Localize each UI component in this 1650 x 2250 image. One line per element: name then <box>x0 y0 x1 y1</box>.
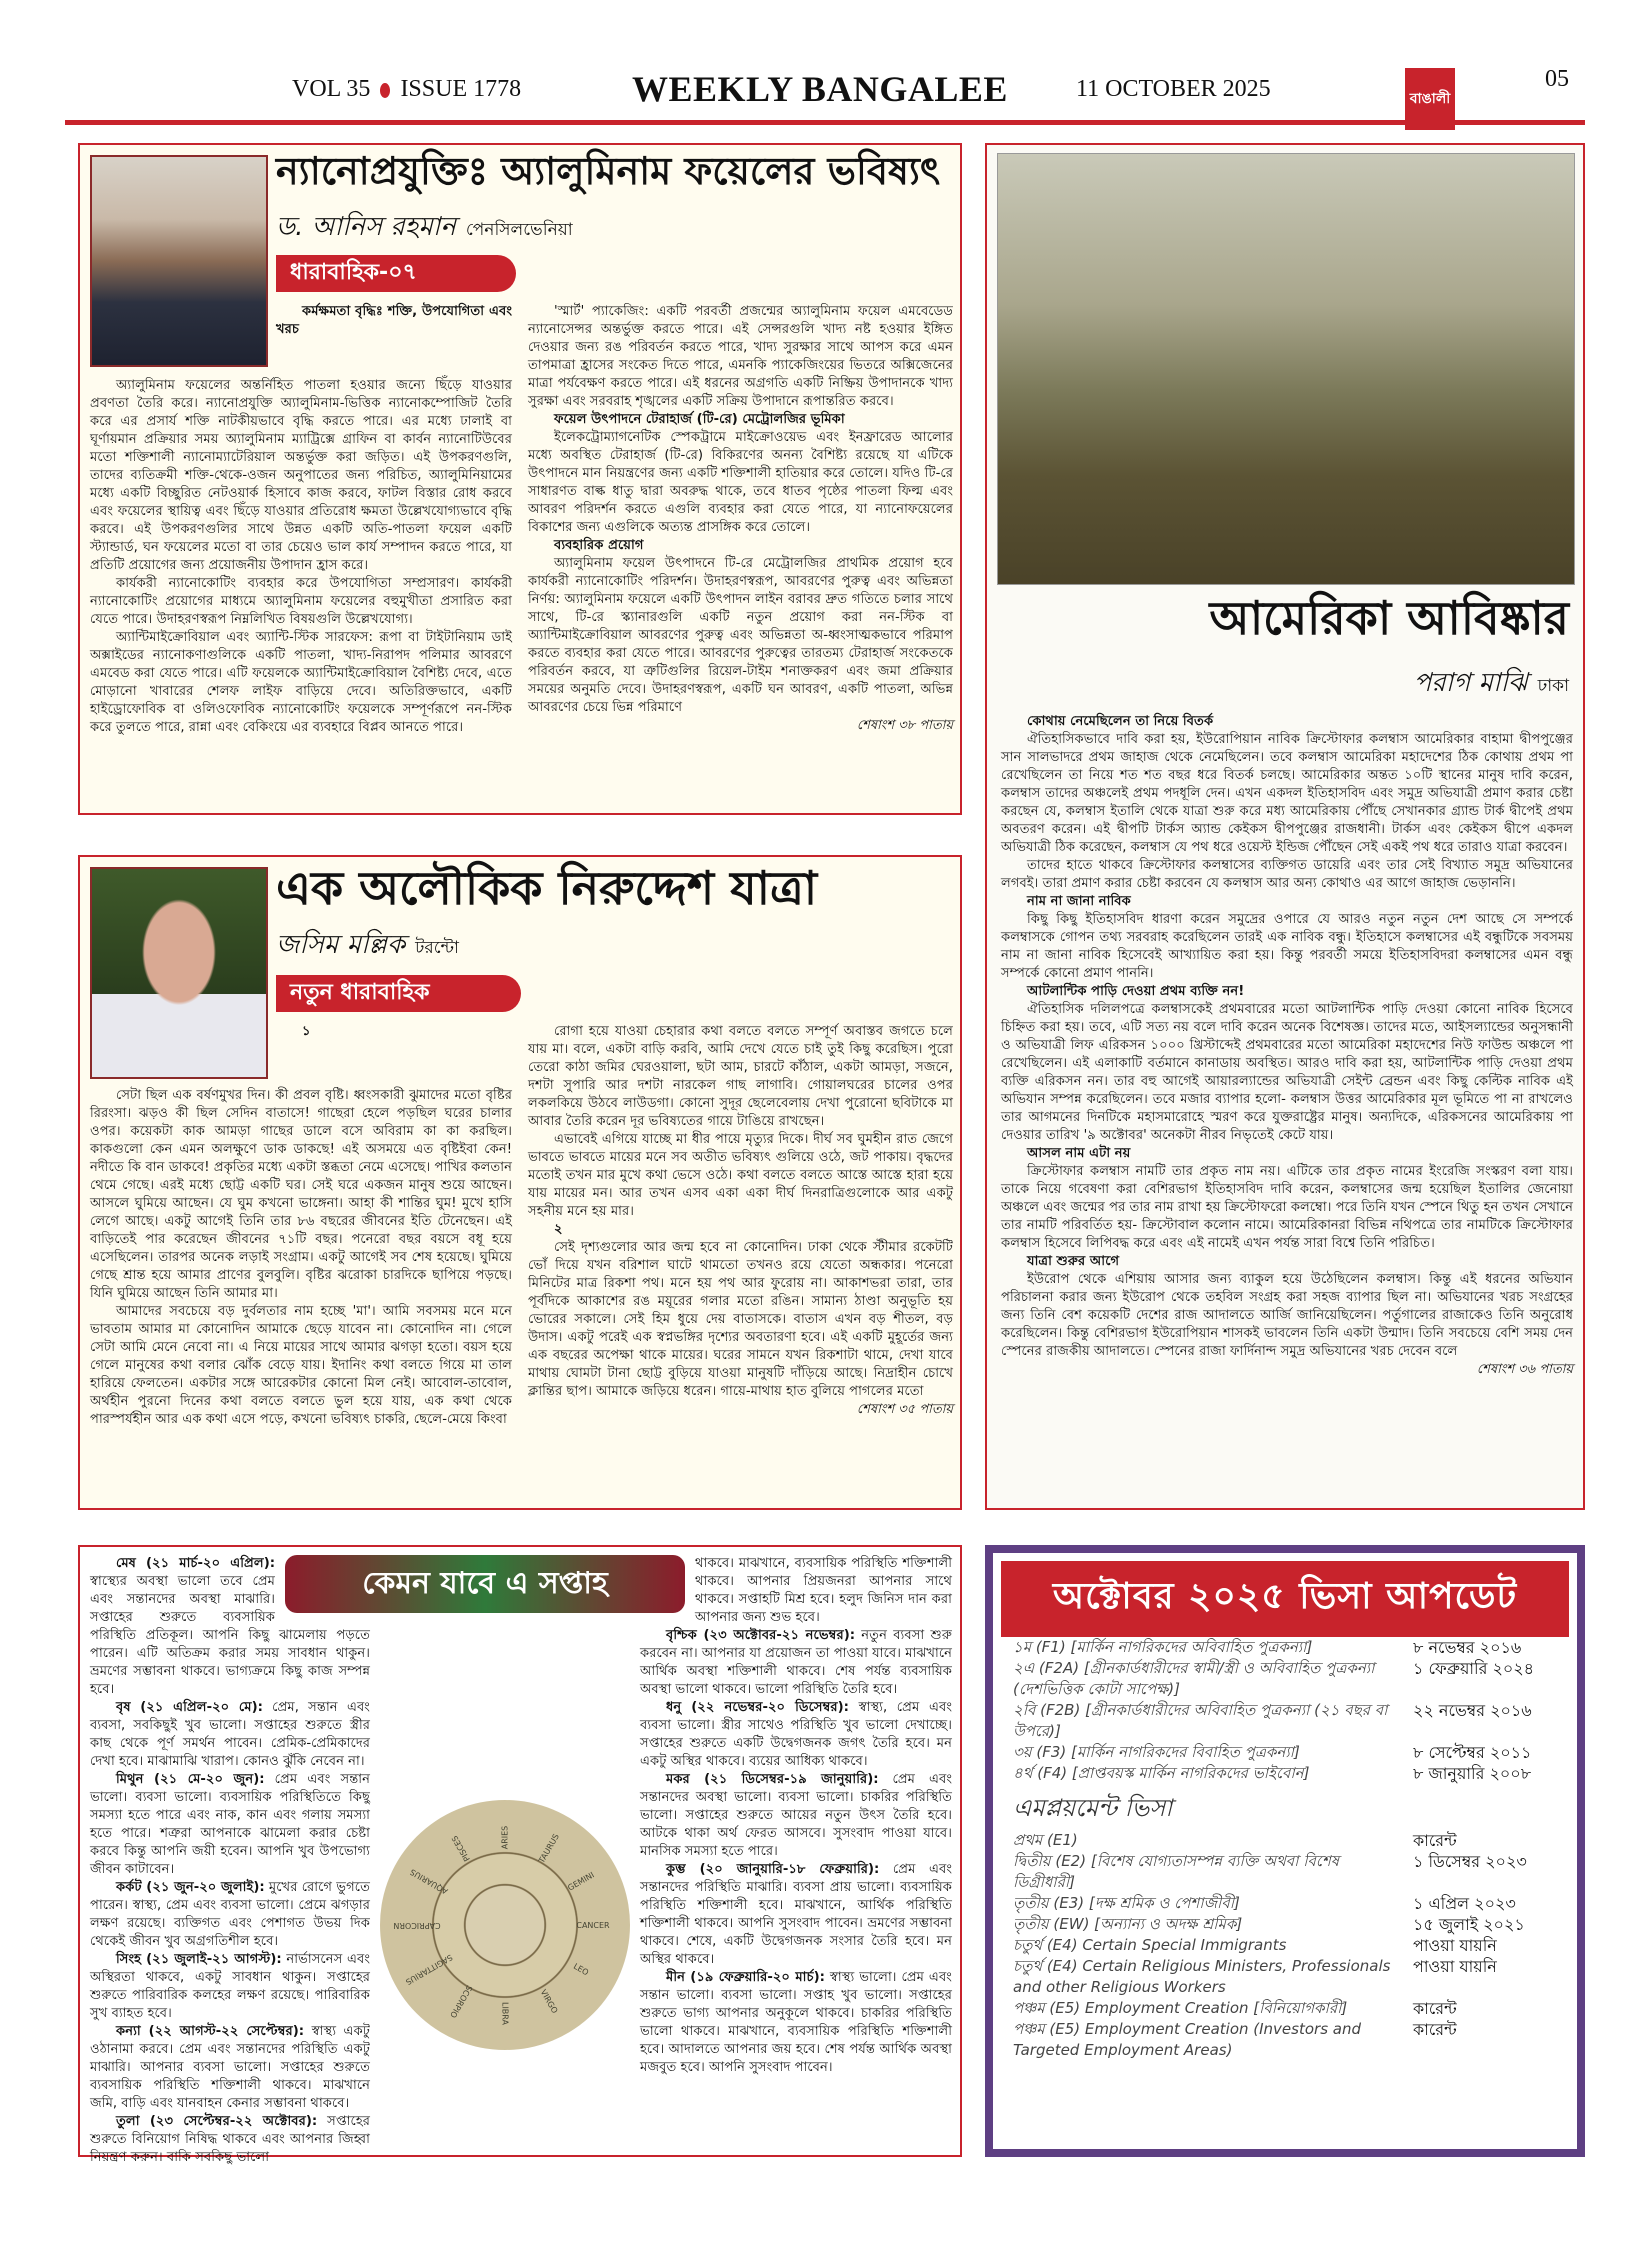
article-title: আমেরিকা আবিষ্কার <box>1209 591 1569 645</box>
visa-row <box>1001 1763 1569 1784</box>
article-paragraph: কিছু কিছু ইতিহাসবিদ ধারণা করেন সমুদ্রের ওপারে যে আরও নতুন নতুন দেশ আছে সে সম্পর্কে কলম্বাসকে গোপন তথ্য সরবরাহ করেছিলেন তারই এক নাবিক বন্ধু। ইতিহাসে কলম্বাসের এই বন্ধুটিকে সবসময় নাম না জানা নাবিক হিসেবেই আখ্যায়িত করা হয়। কিন্তু পরবর্তী সময়ে ইতিহাসবিদরা কলম্বাসের এমন বন্ধু সম্পর্কে কোনো প্রমাণ পাননি। <box>1001 912 1573 981</box>
zodiac-sign: কুম্ভ (২০ জানুয়ারি-১৮ ফেব্রুয়ারি): <box>666 1862 880 1877</box>
horoscope-column-left <box>90 1555 370 2165</box>
horoscope-entry <box>90 2113 370 2167</box>
article-subheading: ব্যবহারিক প্রয়োগ <box>554 538 644 553</box>
zodiac-label: ARIES <box>500 1825 510 1849</box>
author-photo <box>90 867 268 1079</box>
article-column <box>528 1023 953 1502</box>
visa-date: কারেন্ট <box>1413 1831 1457 1850</box>
zodiac-label: VIRGO <box>538 1987 560 2015</box>
article-column <box>90 377 512 807</box>
visa-date: ১৫ জুলাই ২০২১ <box>1413 1915 1525 1934</box>
zodiac-label: AQUARIUS <box>408 1866 450 1896</box>
horoscope-text: সপ্তাহের শুরুতে বিনিয়োগ নিষিদ্ধ থাকবে এবং আপনার জিহ্বা নিয়ন্ত্রণ করুন। বাকি সবকিছু ভালো <box>90 2114 370 2165</box>
visa-category: চতুর্থ (E4) Certain Religious Ministers, Professionals and other Religious Workers <box>1013 1957 1391 1996</box>
zodiac-label: GEMINI <box>566 1869 596 1893</box>
visa-category: প্রথম (E1) <box>1013 1831 1078 1849</box>
zodiac-sign: বৃশ্চিক (২৩ অক্টোবর-২১ নভেম্বর): <box>666 1628 856 1643</box>
page-number: 05 <box>1545 66 1569 92</box>
visa-update-box <box>985 1545 1585 2157</box>
zodiac-label: CANCER <box>576 1920 610 1930</box>
horoscope-text: প্রেম, সন্তান এবং ব্যবসা, সবকিছুই খুব ভালো। সপ্তাহের শুরুতে স্ত্রীর কাছ থেকে পূর্ণ সমর্থন পাবেন। প্রেমিক-প্রেমিকাদের দেখা হবে। মাঝামাঝি খারাপ। কোনও ঝুঁকি নেবেন না। <box>90 1700 370 1769</box>
zodiac-sign: বৃষ (২১ এপ্রিল-২০ মে): <box>116 1700 263 1715</box>
visa-date: ২২ নভেম্বর ২০১৬ <box>1413 1701 1532 1720</box>
volume-issue <box>292 76 521 103</box>
horoscope-entry <box>640 1771 952 1861</box>
article-paragraph: সেই দৃশ্যগুলোর আর জন্ম হবে না কোনোদিন। ঢাকা থেকে স্টীমার রকেটটি ভোঁ দিয়ে যখন বরিশাল ঘাটে থামতো তখনও রয়ে যেতো অন্ধকার। পনেরো মিনিটের মাত্র রিকশা পথ। মনে হয় পথ আর ফুরোয় না। আকাশভরা তারা, তার পূর্বদিকে আকাশের রঙ ময়ূরের গলার মতো রঙিন। সামান্য ঠাণ্ডা অনুভূতি হয় ভোরের সকালে। সেই হিম ধুয়ে দেয় বাতাসকে। বাতাস এখন বড় শীতল, বড় উদাস। একটু পরেই এক স্বপ্নভঙ্গির দৃশ্যের অবতারণা হবে। এই একটি মুহূর্তের জন্য এক বছরের অপেক্ষা থাকে মায়ের। ঘরের সামনে যখন রিকশাটা থামে, দেখা যাবে মাথায় ঘোমটা টানা ছোট্ট বুড়িয়ে যাওয়া মানুষটি দাঁড়িয়ে আছে। নিদ্রাহীন চোখে ক্লান্তির ছাপ। আমাকে জড়িয়ে ধরেন। গায়ে-মাথায় হাত বুলিয়ে পাগলের মতো <box>528 1240 953 1399</box>
article-paragraph: ক্রিস্টোফার কলম্বাস নামটি তার প্রকৃত নাম নয়। এটিকে তার প্রকৃত নামের ইংরেজি সংস্করণ বলা যায়। তাকে নিয়ে গবেষণা করা বেশিরভাগ ইতিহাসবিদ দাবি করেন, কলম্বাসের জন্ম হয়েছিল ইতালির জেনোয়া অঞ্চলে এবং জন্মের পর তার নাম রাখা হয় ক্রিস্টোফরো কলম্বো। পরে তিনি যখন স্পেনে থিতু হন তখন সেখানে তার নামটি পরিবর্তিত হয়- ক্রিস্টোবাল কলোন নামে। আমেরিকানরা বিভিন্ন নথিপত্রে তার নামটিকে ক্রিস্টোফার কলম্বাস হিসেবে লিপিবদ্ধ করে এবং এই নামেই এখন পর্যন্ত সারা বিশ্বে তিনি পরিচিত। <box>1001 1164 1573 1251</box>
article-nanotech <box>78 143 962 815</box>
visa-date: ৮ নভেম্বর ২০১৬ <box>1413 1638 1522 1657</box>
article-subheading: নাম না জানা নাবিক <box>1027 894 1131 909</box>
continued-note: শেষাংশ ৩৫ পাতায় <box>856 1402 953 1417</box>
horoscope-text: স্বাস্থ্য, প্রেম এবং ব্যবসা ভালো। স্ত্রীর সাথেও পরিস্থিতি খুব ভালো দেখাচ্ছে। সপ্তাহের শুরুতে একটি উদ্বেগজনক জগৎ তৈরি হবে। মন একটু অস্থির থাকবে। ব্যয়ের আধিক্য থাকবে। <box>640 1700 952 1769</box>
visa-title: অক্টোবর ২০২৫ ভিসা আপডেট <box>1001 1561 1569 1637</box>
horoscope-text: প্রেম এবং সন্তান ভালো। ব্যবসা ভালো। ব্যবসায়িক পরিস্থিতিতে কিছু সমস্যা হতে পারে এবং নাক, কান এবং গলায় সমস্যা হতে পারে। শত্রুরা আপনাকে ঝামেলা করার চেষ্টা করবে কিন্তু আপনি জয়ী হবেন। আপনি খুব উপভোগ্য জীবন কাটাবেন। <box>90 1772 370 1877</box>
visa-row <box>1001 1935 1569 1956</box>
article-paragraph: ইলেকট্রোম্যাগনেটিক স্পেকট্রামে মাইক্রোওয়েভ এবং ইনফ্রারেড আলোর মধ্যে অবস্থিত টেরাহার্জ (টি-রে) বিকিরণের অনন্য বৈশিষ্ট্য রয়েছে যা এটিকে উৎপাদনে মান নিয়ন্ত্রণের জন্য একটি শক্তিশালী হাতিয়ার করে তোলে। যদিও টি-রে সাধারণত বাল্ক ধাতু দ্বারা অবরুদ্ধ থাকে, তবে ধাতব পৃষ্ঠের পাতলা ফিল্ম এবং আবরণ পরিদর্শন করতে এগুলি ব্যবহার করা যেতে পারে, যা ন্যানোফয়েলের বিকাশের জন্য এগুলিকে অত্যন্ত প্রাসঙ্গিক করে তোলে। <box>528 430 953 535</box>
visa-row <box>1001 1658 1569 1700</box>
visa-category: ৩য় (F3) [মার্কিন নাগরিকদের বিবাহিত পুত্রকন্যা] <box>1013 1743 1300 1761</box>
horoscope-title: কেমন যাবে এ সপ্তাহ <box>285 1555 685 1613</box>
visa-category: ২বি (F2B) [গ্রীনকার্ডধারীদের অবিবাহিত পুত্রকন্যা (২১ বছর বা উপরে)] <box>1013 1701 1388 1740</box>
series-tag: নতুন ধারাবাহিক <box>276 975 521 1012</box>
issue: ISSUE 1778 <box>400 76 522 102</box>
article-paragraph: এভাবেই এগিয়ে যাচ্ছে মা ধীর পায়ে মৃত্যুর দিকে। দীর্ঘ সব ঘুমহীন রাত জেগে ভাবতে ভাবতে মায়ের মনে সব অতীত ভবিষ্যৎ গুলিয়ে ওঠে, জট পাকায়। বৃদ্ধদের মতোই তখন মার মুখে কথা ভেসে ওঠে। কথা বলতে বলতে আস্তে আস্তে হারা হয়ে যায় মায়ের মন। আর তখন এসব একা একা দীর্ঘ দিনরাত্রিগুলোকে আর একটু সহনীয় মনে হয় মার। <box>528 1132 953 1219</box>
zodiac-sign: ধনু (২২ নভেম্বর-২০ ডিসেম্বর): <box>666 1700 849 1715</box>
visa-category: ১ম (F1) [মার্কিন নাগরিকদের অবিবাহিত পুত্রকন্যা] <box>1013 1638 1313 1656</box>
article-subheading: আসল নাম এটা নয় <box>1027 1146 1131 1161</box>
horoscope-text: প্রেম এবং সন্তানদের অবস্থা ভালো। ব্যবসা ভালো। চাকরির পরিস্থিতি ভালো। সপ্তাহের শুরুতে আয়ের নতুন উৎস তৈরি হবে। আটকে থাকা অর্থ ফেরত আসবে। সুসংবাদ পাওয়া যাবে। মানসিক সমস্যা হতে পারে। <box>640 1772 952 1859</box>
visa-row <box>1001 1851 1569 1893</box>
horoscope-text: স্বাস্থ্য একটু ওঠানামা করবে। প্রেম এবং সন্তানদের পরিস্থিতি একটু মাঝারি। আপনার ব্যবসা ভালো। সপ্তাহের শুরুতে ব্যবসায়িক পরিস্থিতি শক্তিশালী থাকবে। মাঝখানে জমি, বাড়ি এবং যানবাহন কেনার সম্ভাবনা থাকবে। <box>90 2024 370 2111</box>
visa-category: তৃতীয় (E3) [দক্ষ শ্রমিক ও পেশাজীবী] <box>1013 1894 1240 1912</box>
article-column <box>528 303 953 807</box>
author-location: পেনসিলভেনিয়া <box>465 220 573 240</box>
visa-date: পাওয়া যায়নি <box>1413 1957 1497 1976</box>
bullet-dot-icon <box>380 83 390 98</box>
article-america <box>985 143 1585 1510</box>
visa-row <box>1001 1700 1569 1742</box>
zodiac-label: CAPRICORN <box>393 1920 441 1930</box>
horoscope-entry <box>640 1969 952 2077</box>
visa-row <box>1001 1830 1569 1851</box>
horoscope-entry <box>90 1879 370 1951</box>
visa-category: ৪র্থ (F4) [প্রাপ্তবয়স্ক মার্কিন নাগরিকদের ভাইবোন] <box>1013 1764 1310 1782</box>
visa-category: পঞ্চম (E5) Employment Creation [বিনিয়োগকারী] <box>1013 1999 1348 2017</box>
horoscope-text: স্বাস্থ্য ভালো। প্রেম এবং সন্তান ভালো। ব্যবসা ভালো। সপ্তাহ খুব ভালো। সপ্তাহের শুরুতে ভাগ্য আপনার অনুকূলে থাকবে। চাকরির পরিস্থিতি ভালো থাকবে। মাঝখানে, ব্যবসায়িক পরিস্থিতি শক্তিশালী হবে। আদালতে আপনার জয় হবে। শেষ পর্যন্ত আর্থিক অবস্থা মজবুত হবে। আপনি সুসংবাদ পাবেন। <box>640 1970 952 2075</box>
article-subheading: ১ <box>302 1024 311 1039</box>
zodiac-sign: মিথুন (২১ মে-২০ জুন): <box>116 1772 265 1787</box>
article-paragraph: সেটা ছিল এক বর্ষণমুখর দিন। কী প্রবল বৃষ্টি। ধ্বংসকারী ঝুমাদের মতো বৃষ্টির রিরংসা। ঝড়ও কী ছিল সেদিন বাতাসে! গাছেরা হেলে পড়ছিল ঘরের চালার ওপর। কয়েকটা কাক আমড়া গাছের ডালে বসে অবিরাম কা কা করছিল। কাকগুলো কেন এমন অলক্ষুণে ডাক ডাকছে! এই অসময়ে এত বৃষ্টিইবা কেন! নদীতে কি বান ডাকবে! প্রকৃতির মধ্যে একটা স্তব্ধতা নেমে এসেছে। পাখির কলতান থেমে গেছে। এরই মধ্যে ছোট্ট একটি ঘর। সেই ঘরে একজন মানুষ শুয়ে আছেন। আসলে ঘুমিয়ে আছেন। যে ঘুম কখনো ভাঙ্গেনা। আহা কী শান্তির ঘুম! মুখে হাসি লেগে আছে। একটু আগেই তিনি তার ৮৬ বছরের জীবনের ইতি টেনেছেন। এই বাড়িতেই পার করেছেন জীবনের ৭১টি বছর। পনেরো বছর বয়সে বধূ হয়ে এসেছিলেন। তারপর অনেক লড়াই সংগ্রাম। একটু আগেই সব শেষ হয়েছে। ঘুমিয়ে গেছে শ্রান্ত হয়ে আমার প্রাণের বুলবুলি। বৃষ্টির ঝরোকা চারদিকে ছাপিয়ে পড়ছে। যিনি ঘুমিয়ে আছেন তিনি আমার মা। <box>90 1088 512 1301</box>
horoscope-text: মুখের রোগে ভুগতে পারেন। স্বাস্থ্য, প্রেম এবং ব্যবসা ভালো। প্রেমে ঝগড়ার লক্ষণ রয়েছে। ব্যক্তিগত এবং পেশাগত উভয় দিক থেকেই জীবন খুব অগ্রগতিশীল হবে। <box>90 1880 370 1949</box>
zodiac-label: PISCES <box>450 1834 472 1864</box>
visa-category: দ্বিতীয় (E2) [বিশেষ যোগ্যতাসম্পন্ন ব্যক্তি অথবা বিশেষ ডিগ্রীধারী] <box>1013 1852 1340 1891</box>
continued-note: শেষাংশ ৩৬ পাতায় <box>1476 1362 1573 1377</box>
volume: VOL 35 <box>292 76 371 102</box>
article-paragraph: 'স্মার্ট' প্যাকেজিং: একটি পরবর্তী প্রজন্মের অ্যালুমিনাম ফয়েল এমবেডেড ন্যানোসেন্সর অন্তর্ভুক্ত করতে পারে। এই সেন্সরগুলি খাদ্য নষ্ট হওয়ার ইঙ্গিত দেওয়ার জন্য রঙ পরিবর্তন করতে পারে, খাদ্য সুরক্ষার সাথে আপস করে এমন তাপমাত্রা হ্রাসের সংকেত দিতে পারে, এমনকি প্যাকেজিংয়ের ভিতরে অক্সিজেনের মাত্রা পর্যবেক্ষণ করতে পারে। এই ধরনের অগ্রগতি একটি নিষ্ক্রিয় উপাদানকে খাদ্য সুরক্ষা এবং সরবরাহ শৃঙ্খলের একটি সক্রিয় উপাদানে রূপান্তরিত করবে। <box>528 304 953 409</box>
article-subheading: ২ <box>554 1222 563 1237</box>
article-column <box>1001 713 1573 1505</box>
article-paragraph: ঐতিহাসিক দলিলপত্রে কলম্বাসকেই প্রথমবারের মতো আটলান্টিক পাড়ি দেওয়া কোনো নাবিক হিসেবে চিহ্নিত করা হয়। তবে, এটি সত্য নয় বলে দাবি করেন অনেক বিশেষজ্ঞ। তাদের মতে, আইসল্যান্ডের অনুসন্ধানী ও অভিযাত্রী লিফ এরিকসন ১০০০ খ্রিস্টাব্দেই প্রথমবারের মতো আমেরিকা মহাদেশের নিউ ফাউন্ড অঞ্চলে পা রেখেছিলেন। এই এলাকাটি বর্তমানে কানাডায় অবস্থিত। আরও দাবি করা হয়, আটলান্টিক পাড়ি দেওয়া প্রথম ব্যক্তি এরিকসন নন। তার বহু আগেই আয়ারল্যান্ডের অভিযাত্রী সেইন্ট ব্রেন্ডন এবং কিছু কেল্টিক নাবিক এই অভিযান সম্পন্ন করেছিলেন। তবে মজার ব্যাপার হলো- কলম্বাস উত্তর আমেরিকার মূল ভূমিতে পা না রাখলেও তার আগমনের দিনটিকে মহাসমারোহে স্মরণ করে যুক্তরাষ্ট্রের মানুষ। অন্যদিকে, এরিকসনের আমেরিকায় পা দেওয়ার তারিখ '৯ অক্টোবর' অনেকটা নীরব নিভৃতেই কেটে যায়। <box>1001 1002 1573 1143</box>
visa-row <box>1001 1998 1569 2019</box>
article-paragraph: ইউরোপ থেকে এশিয়ায় আসার জন্য ব্যাকুল হয়ে উঠেছিলেন কলম্বাস। কিন্তু এই ধরনের অভিযান পরিচালনা করার জন্য ইউরোপ থেকে তহবিল সংগ্রহ করা সহজ ব্যাপার ছিল না। অভিযানের খরচ সংগ্রহের জন্য তিনি বেশ কয়েকটি দেশের রাজ আদালতে আর্জি জানিয়েছিলেন। পর্তুগালের রাজাকেও তিনি অনুরোধ করেছিলেন। কিন্তু বেশিরভাগ ইউরোপিয়ান শাসকই ভাবলেন তিনি একটা উন্মাদ। তিনি সবচেয়ে বেশি সময় দেন স্পেনের রাজকীয় আদালতে। স্পেনের রাজা ফার্দিনান্দ সমুদ্র অভিযানের খরচ দেবেন বলে <box>1001 1272 1573 1359</box>
header-rule <box>65 120 1585 125</box>
horoscope-entry <box>640 1627 952 1699</box>
article-paragraph: অ্যান্টিমাইক্রোবিয়াল এবং অ্যান্টি-স্টিক সারফেস: রূপা বা টাইটানিয়াম ডাই অক্সাইডের ন্যানোকণাগুলিকে একটি পাতলা, খাদ্য-নিরাপদ পলিমার আবরণে এমবেড করা যেতে পারে। এটি ফয়েলকে অ্যান্টিমাইক্রোবিয়াল বৈশিষ্ট্য দেবে, এতে মোড়ানো খাবারের শেলফ লাইফ বাড়িয়ে দেবে। অতিরিক্তভাবে, একটি হাইড্রোফোবিক বা ওলিওফোবিক ন্যানোকোটিং ফয়েলকে সম্পূর্ণরূপে নন-স্টিক করে তুলতে পারে, রান্না এবং বেকিংয়ে এর ব্যবহারে বিপ্লব আনতে পারে। <box>90 630 512 735</box>
zodiac-label: LEO <box>572 1961 591 1977</box>
article-subheading: কর্মক্ষমতা বৃদ্ধিঃ শক্তি, উপযোগিতা এবং খরচ <box>276 304 512 337</box>
author-location: ঢাকা <box>1537 676 1569 696</box>
author-location: টরন্টো <box>415 938 459 958</box>
zodiac-label: LIBRA <box>500 2001 510 2025</box>
article-column <box>90 1087 512 1502</box>
zodiac-label: TAURUS <box>537 1832 561 1865</box>
author-byline <box>276 929 459 963</box>
author-byline <box>276 211 573 245</box>
columbus-painting <box>997 153 1575 585</box>
visa-date: কারেন্ট <box>1413 1999 1457 2018</box>
zodiac-sign: কর্কট (২১ জুন-২০ জুলাই): <box>116 1880 265 1895</box>
visa-date: ৮ সেপ্টেম্বর ২০১১ <box>1413 1743 1532 1762</box>
employment-visa-list <box>1001 1830 1569 2061</box>
visa-row <box>1001 2019 1569 2061</box>
visa-date: কারেন্ট <box>1413 2020 1457 2039</box>
visa-row <box>1001 1637 1569 1658</box>
visa-date: ১ ফেব্রুয়ারি ২০২৪ <box>1413 1659 1535 1678</box>
horoscope-column-right <box>640 1555 952 2150</box>
article-subheading: আটলান্টিক পাড়ি দেওয়া প্রথম ব্যক্তি নন! <box>1027 984 1245 999</box>
horoscope-entry <box>640 1699 952 1771</box>
zodiac-sign: মীন (১৯ ফেব্রুয়ারি-২০ মার্চ): <box>666 1970 825 1985</box>
horoscope-entry <box>90 2023 370 2113</box>
author-byline <box>1414 667 1569 701</box>
horoscope-text: প্রেম এবং সন্তানদের পরিস্থিতি মাঝারি। ব্যবসা প্রায় ভালো। ব্যবসায়িক পরিস্থিতি শক্তিশালী হবে। মাঝখানে, আর্থিক পরিস্থিতি শক্তিশালী থাকবে। আপনি সুসংবাদ পাবেন। ভ্রমণের সম্ভাবনা থাকবে। শেষে, একটি উদ্বেগজনক সংসার তৈরি হবে। মন অস্থির থাকবে। <box>640 1862 953 1967</box>
article-title: এক অলৌকিক নিরুদ্দেশ যাত্রা <box>276 861 818 915</box>
masthead <box>0 62 1650 122</box>
zodiac-wheel-image <box>380 1800 630 2050</box>
series-tag: ধারাবাহিক-০৭ <box>276 255 516 292</box>
visa-row <box>1001 1742 1569 1763</box>
continued-note: শেষাংশ ৩৮ পাতায় <box>856 718 953 733</box>
visa-row <box>1001 1893 1569 1914</box>
visa-category: পঞ্চম (E5) Employment Creation (Investors and Targeted Employment Areas) <box>1013 2020 1362 2059</box>
visa-date: ৮ জানুয়ারি ২০০৮ <box>1413 1764 1532 1783</box>
issue-date: 11 OCTOBER 2025 <box>1076 76 1271 102</box>
article-subheading: যাত্রা শুরুর আগে <box>1027 1254 1120 1269</box>
horoscope-text: নার্ভাসনেস এবং অস্থিরতা থাকবে, একটু সাবধান থাকুন। সপ্তাহের শুরুতে পারিবারিক কলহের লক্ষণ রয়েছে। পারিবারিক সুখ ব্যাহত হবে। <box>90 1952 370 2021</box>
paper-name: WEEKLY BANGALEE <box>632 69 1008 109</box>
article-column <box>276 303 512 373</box>
visa-row <box>1001 1956 1569 1998</box>
article-subheading: কোথায় নেমেছিলেন তা নিয়ে বিতর্ক <box>1027 714 1214 729</box>
visa-category: তৃতীয় (EW) [অন্যান্য ও অদক্ষ শ্রমিক] <box>1013 1915 1243 1933</box>
title-spacer <box>640 1555 695 1621</box>
author-name: জসিম মল্লিক <box>276 930 406 960</box>
article-paragraph: অ্যালুমিনাম ফয়েলের অন্তর্নিহিত পাতলা হওয়ার জন্যে ছিঁড়ে যাওয়ার প্রবণতা তৈরি করে। ন্যানোপ্রযুক্তি অ্যালুমিনাম-ভিত্তিক ন্যানোকম্পোজিট তৈরি করে এর প্রসার্য শক্তি নাটকীয়ভাবে বৃদ্ধি করতে পারে। এর মধ্যে ঢালাই বা ঘূর্ণায়মান প্রক্রিয়ার সময় অ্যালুমিনাম ম্যাট্রিক্সে গ্রাফিন বা কার্বন ন্যানোটিউবের মতো শক্তিশালী ন্যানোম্যাটেরিয়াল অন্তর্ভুক্ত করা জড়িত। এই উপকরণগুলি, তাদের ব্যতিক্রমী শক্তি-থেকে-ওজন অনুপাতের জন্য পরিচিত, অ্যালুমিনিয়ামের মধ্যে একটি বিচ্ছুরিত নেটওয়ার্ক হিসাবে কাজ করবে, ফাটল বিস্তার রোধ করবে এবং ফয়েলের স্থায়িত্ব এবং ছিঁড়ে যাওয়ার প্রতিরোধ ক্ষমতা উল্লেখযোগ্যভাবে বৃদ্ধি করবে। এই উপকরণগুলির সাথে উন্নত একটি অতি-পাতলা ফয়েল একটি স্ট্যান্ডার্ড, ঘন ফয়েলের মতো বা তার চেয়েও ভাল কার্য সম্পাদন করতে পারে, যা প্রতিটি প্রয়োগের জন্য প্রয়োজনীয় উপাদান হ্রাস করে। <box>90 378 512 573</box>
article-column <box>276 1023 512 1083</box>
visa-row <box>1001 1914 1569 1935</box>
article-subheading: ফয়েল উৎপাদনে টেরাহার্জ (টি-রে) মেট্রোলজির ভূমিকা <box>554 412 845 427</box>
visa-category: ২এ (F2A) [গ্রীনকার্ডধারীদের স্বামী/স্ত্রী ও অবিবাহিত পুত্রকন্যা (দেশভিত্তিক কোটা সাপেক্ষ)] <box>1013 1659 1375 1698</box>
zodiac-sign: সিংহ (২১ জুলাই-২১ আগস্ট): <box>116 1952 282 1967</box>
horoscope-entry <box>90 1951 370 2023</box>
article-paragraph: অ্যালুমিনাম ফয়েল উৎপাদনে টি-রে মেট্রোলজির প্রাথমিক প্রয়োগ হবে কার্যকরী ন্যানোকোটিং পরিদর্শন। উদাহরণস্বরূপ, আবরণের পুরুত্ব এবং অভিন্নতা নির্ণয়: অ্যালুমিনাম ফয়েলে একটি উৎপাদন লাইন বরাবর দ্রুত গতিতে চলার সাথে সাথে, টি-রে স্ক্যানারগুলি একটি নতুন প্রয়োগ করা নন-স্টিক বা অ্যান্টিমাইক্রোবিয়াল আবরণের পুরুত্ব এবং অভিন্নতা অ-ধ্বংসাত্মকভাবে পরিমাপ করতে ব্যবহার করা যেতে পারে। আবরণের পুরুত্বের তারতম্য টেরাহার্জ সংকেতকে পরিবর্তন করবে, যা ত্রুটিগুলির রিয়েল-টাইম শনাক্তকরণ এবং জমা প্রক্রিয়ার সময়ের অনুমতি দেবে। উদাহরণস্বরূপ, একটি ঘন আবরণ, একটি পাতলা, অভিন্ন আবরণের চেয়ে ভিন্ন পরিমাণে <box>528 556 953 715</box>
family-visa-list <box>1001 1637 1569 1784</box>
visa-date: পাওয়া যায়নি <box>1413 1936 1497 1955</box>
employment-heading: এমপ্লয়মেন্ট ভিসা <box>1013 1794 1173 1822</box>
article-journey <box>78 855 962 1510</box>
article-paragraph: কার্যকরী ন্যানোকোটিং ব্যবহার করে উপযোগিতা সম্প্রসারণ। কার্যকরী ন্যানোকোটিং প্রয়োগের মাধ্যমে অ্যালুমিনাম ফয়েলের বহুমুখীতা প্রসারিত করা যেতে পারে। উদাহরণস্বরূপ নিম্নলিখিত বিষয়গুলি উল্লেখযোগ্য। <box>90 576 512 627</box>
horoscope-entry <box>640 1861 952 1969</box>
zodiac-sign: মেষ (২১ মার্চ-২০ এপ্রিল): <box>116 1556 275 1571</box>
article-paragraph: ঐতিহাসিকভাবে দাবি করা হয়, ইউরোপিয়ান নাবিক ক্রিস্টোফার কলম্বাস আমেরিকার বাহামা দ্বীপপুঞ্জের সান সালভাদরে প্রথম জাহাজ থেকে নেমেছিলেন। তবে কলম্বাস আমেরিকা মহাদেশের ঠিক কোথায় প্রথম পা রেখেছিলেন তা নিয়ে শত শত বছর ধরে বিতর্ক চলছে। আমেরিকার অন্তত ১০টি স্থানের মানুষ দাবি করেন, কলম্বাস তাদের অঞ্চলেই প্রথম পদধূলি দেন। এখন একদল ইতিহাসবিদ এবং সমুদ্র অভিযাত্রী প্রমাণ করার চেষ্টা করছেন যে, কলম্বাস ইতালি থেকে যাত্রা শুরু করে মধ্য আমেরিকায় পৌঁছে সেখানকার গ্র্যান্ড টার্ক দ্বীপেই প্রথম অবতরণ করেন। এই দ্বীপটি টার্কস অ্যান্ড কেইকস দ্বীপপুঞ্জের রাজধানী। টার্কস এবং কেইকস দ্বীপে একদল অভিযাত্রী ঠিক করেছেন, কলম্বাস যে পথ ধরে ওয়েস্ট ইন্ডিজ পৌঁছেন সেই একই পথ ধরে তারাও যাত্রা করবেন। <box>1001 732 1573 855</box>
bangalee-logo: বাঙালী <box>1405 68 1455 130</box>
article-paragraph: তাদের হাতে থাকবে ক্রিস্টোফার কলম্বাসের ব্যক্তিগত ডায়েরি এবং তার সেই বিখ্যাত সমুদ্র অভিযানের লগবই। তারা প্রমাণ করার চেষ্টা করবেন যে কলম্বাস আর অন্য কোথাও এর আগে জাহাজ ভেড়াননি। <box>1001 858 1573 891</box>
visa-date: ১ ডিসেম্বর ২০২৩ <box>1413 1852 1527 1871</box>
author-photo <box>90 155 268 367</box>
author-name: ড. আনিস রহমান <box>276 212 456 242</box>
author-name: পরাগ মাঝি <box>1413 668 1528 698</box>
article-title: ন্যানোপ্রযুক্তিঃ অ্যালুমিনাম ফয়েলের ভবিষ্যৎ <box>276 149 941 193</box>
horoscope-continued: থাকবে। মাঝখানে, ব্যবসায়িক পরিস্থিতি শক্তিশালী থাকবে। আপনার প্রিয়জনরা আপনার সাথে থাকবে। সপ্তাহটি মিশ্র হবে। হলুদ জিনিস দান করা আপনার জন্য শুভ হবে। <box>695 1556 952 1625</box>
zodiac-sign: মকর (২১ ডিসেম্বর-১৯ জানুয়ারি): <box>666 1772 879 1787</box>
horoscope-text: স্বাস্থ্যের অবস্থা ভালো তবে প্রেম এবং সন্তানদের অবস্থা মাঝারি। সপ্তাহের শুরুতে ব্যবসায়িক পরিস্থিতি প্রতিকূল। আপনি কিছু ঝামেলায় পড়তে পারেন। এটি অতিক্রম করার সময় সাবধান থাকুন। ভ্রমণের সম্ভাবনা থাকবে। ভাগ্যক্রমে কিছু কাজ সম্পন্ন হবে। <box>90 1574 370 1697</box>
article-paragraph: রোগা হয়ে যাওয়া চেহারার কথা বলতে বলতে সম্পূর্ণ অবাস্তব জগতে চলে যায় মা। বলে, একটা বাড়ি করবি, আমি দেখে যেতে চাই তুই কিছু করেছিস। পুরো তেরো কাঠা জমির ঘেরওয়ালা, ছটা আম, চারটে কাঁঠাল, একটা আমড়া, সজনে, দশটা সুপারি আর দশটা নারকেল গাছ লাগাবি। গোয়ালঘরের চালের ওপর লকলকিয়ে উঠবে লাউডগা। কোনো সুদূর ছেলেবেলায় দেখা পুরোনো ছবিটাকে মা আবার তৈরি করেন দূর ভবিষ্যতের গায়ে টাঙিয়ে রাখছেন। <box>528 1024 953 1129</box>
zodiac-label: SCORPIO <box>448 1983 474 2020</box>
article-paragraph: আমাদের সবচেয়ে বড় দুর্বলতার নাম হচ্ছে 'মা'। আমি সবসময় মনে মনে ভাবতাম আমার মা কোনোদিন আমাকে ছেড়ে যাবেন না। কোনোদিন না। গেলে সেটা আমি মেনে নেবো না। এ নিয়ে মায়ের সাথে আমার ঝগড়া হতো। বয়স হয়ে গেলে মানুষের কথা বলার ঝোঁক বেড়ে যায়। ইদানিং কথা বলতে গিয়ে মা তাল হারিয়ে ফেলতেন। একটার সঙ্গে আরেকটার কোনো মিল নেই। আবোল-তাবোল, অর্থহীন পুরনো দিনের কথা বলতে বলতে ভুল হয়ে যায়, এক কথা থেকে পারস্পর্যহীন আর এক কথা এসে পড়ে, কখনো ভবিষ্যৎ চাকরি, ছেলে-মেয়ে কিংবা <box>90 1304 512 1427</box>
visa-category: চতুর্থ (E4) Certain Special Immigrants <box>1013 1936 1287 1954</box>
horoscope-entry <box>90 1771 370 1879</box>
title-spacer <box>275 1555 370 1621</box>
zodiac-sign: তুলা (২৩ সেপ্টেম্বর-২২ অক্টোবর): <box>116 2114 318 2129</box>
zodiac-label: SAGITTARIUS <box>403 1951 454 1987</box>
horoscope-entry <box>90 1699 370 1771</box>
visa-date: ১ এপ্রিল ২০২৩ <box>1413 1894 1516 1913</box>
horoscope-text: নতুন ব্যবসা শুরু করবেন না। আপনার যা প্রয়োজন তা পাওয়া যাবে। মাঝখানে আর্থিক অবস্থা শক্তিশালী থাকবে। শেষ পর্যন্ত ব্যবসায়িক অবস্থা ভালো থাকবে। ভালো পরিস্থিতি তৈরি হবে। <box>640 1628 952 1697</box>
zodiac-sign: কন্যা (২২ আগস্ট-২২ সেপ্টেম্বর): <box>116 2024 305 2039</box>
